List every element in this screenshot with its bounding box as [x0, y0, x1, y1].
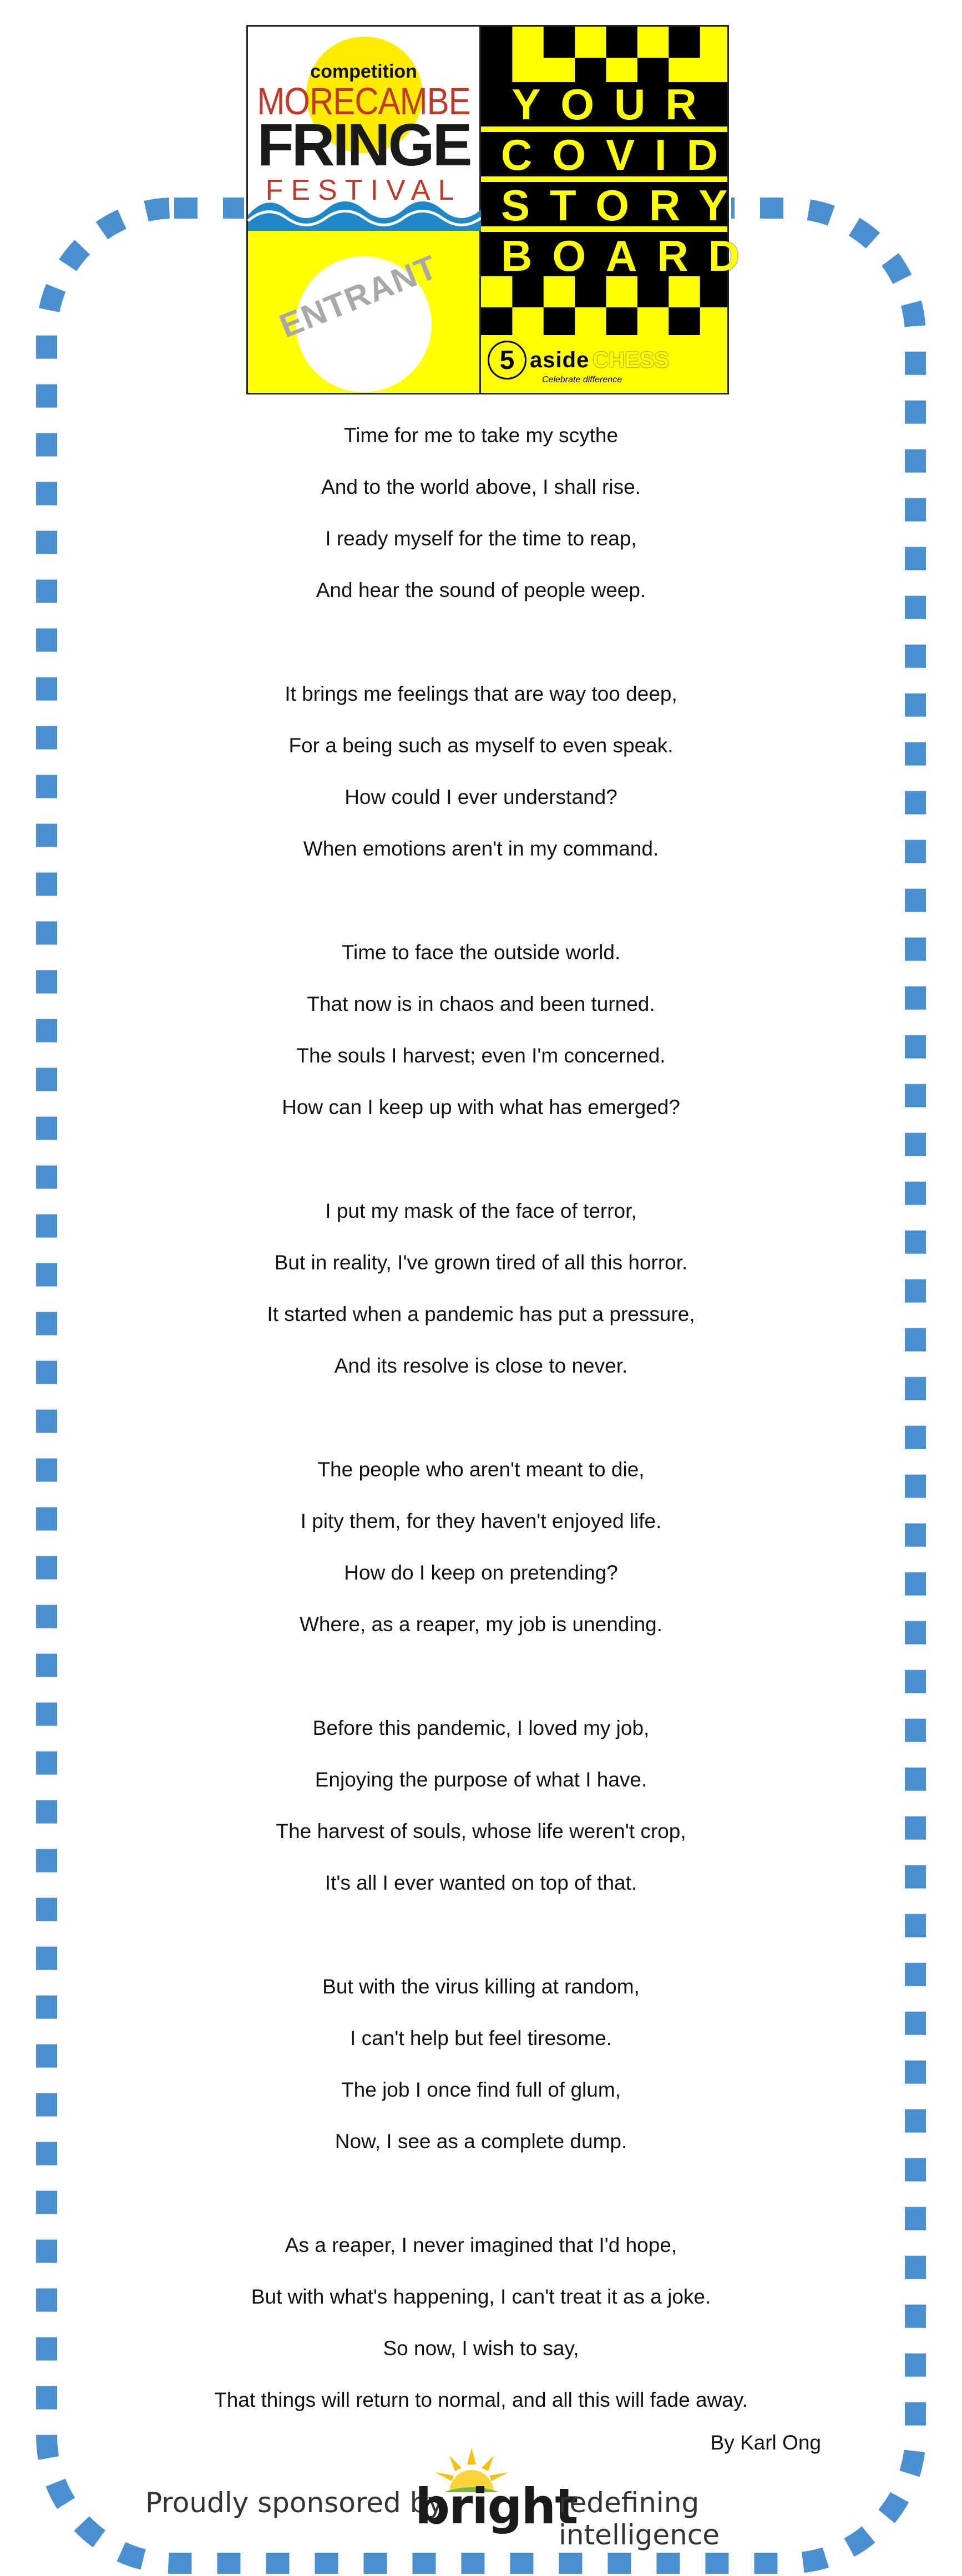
covid-label: COVID	[501, 130, 738, 179]
poem-line: That now is in chaos and been turned.	[307, 993, 655, 1015]
poem-line: How can I keep up with what has emerged?	[282, 1096, 680, 1119]
stanza	[89, 680, 873, 887]
poem-line: Time for me to take my scythe	[343, 424, 619, 447]
poem	[89, 422, 873, 2490]
stanza	[89, 1456, 873, 1662]
poem-line: For a being such as myself to even speak.	[288, 734, 674, 757]
covid-storyboard-panel	[481, 27, 760, 393]
poem-line: And its resolve is close to never.	[334, 1354, 628, 1377]
bright-logo-text: bright	[415, 2478, 578, 2535]
entrant-label: ENTRANT	[274, 247, 443, 345]
poem-line: How could I ever understand?	[345, 786, 617, 808]
poem-line: Before this pandemic, I loved my job,	[312, 1717, 650, 1739]
poem-line: It brings me feelings that are way too deep,	[285, 682, 677, 705]
stanza	[89, 1973, 873, 2179]
stanza	[89, 422, 873, 628]
waves-icon	[248, 188, 481, 231]
morecambe-label: MORECAMBE	[257, 79, 470, 123]
poem-line: The job I once find full of glum,	[341, 2078, 621, 2101]
fringe-label: FRINGE	[257, 111, 470, 178]
poem-line: The harvest of souls, whose life weren't crop,	[276, 1820, 686, 1843]
your-label: YOUR	[512, 80, 717, 129]
poem-line: I pity them, for they haven't enjoyed life.	[300, 1510, 662, 1532]
sponsor-prefix: Proudly sponsored by	[145, 2487, 444, 2519]
stanza	[89, 939, 873, 1145]
5asidechess-logo	[488, 341, 669, 379]
poem-line: The people who aren't meant to die,	[317, 1458, 645, 1481]
poem-line: The souls I harvest; even I'm concerned.	[296, 1044, 666, 1067]
chess-aside-label: aside	[530, 347, 590, 372]
poem-line: That things will return to normal, and all this will fade away.	[214, 2388, 748, 2411]
poem-line: I can't help but feel tiresome.	[350, 2027, 612, 2049]
board-label: BOARD	[501, 231, 760, 280]
festival-label: FESTIVAL	[265, 174, 462, 206]
poem-line: As a reaper, I never imagined that I'd hope,	[285, 2234, 677, 2256]
chess-word-label: CHESS	[593, 347, 670, 372]
poem-line: I put my mask of the face of terror,	[325, 1200, 637, 1222]
poem-line: But in reality, I've grown tired of all this horror.	[274, 1251, 688, 1274]
poem-line: How do I keep on pretending?	[344, 1561, 618, 1584]
poem-line: It started when a pandemic has put a pressure,	[267, 1303, 695, 1325]
poem-line: Where, as a reaper, my job is unending.	[299, 1613, 663, 1636]
author-credit: By Karl Ong	[710, 2431, 821, 2454]
story-label: STORY	[501, 181, 748, 230]
sponsor-banner	[145, 2448, 828, 2551]
chess-tagline: Celebrate difference	[542, 375, 622, 384]
poem-line: When emotions aren't in my command.	[303, 837, 659, 860]
stanza	[89, 2231, 873, 2438]
poem-line: I ready myself for the time to reap,	[325, 527, 637, 550]
poem-line: So now, I wish to say,	[383, 2337, 579, 2360]
poem-line: But with the virus killing at random,	[322, 1975, 640, 1998]
competition-label: competition	[310, 61, 417, 82]
fringe-festival-logo	[248, 27, 481, 231]
poem-line: Enjoying the purpose of what I have.	[315, 1768, 647, 1791]
poem-line: And to the world above, I shall rise.	[321, 475, 641, 498]
entrant-badge	[248, 231, 481, 393]
stanza	[89, 1197, 873, 1404]
poem-line: It's all I ever wanted on top of that.	[325, 1871, 637, 1894]
poem-line: And hear the sound of people weep.	[316, 579, 646, 601]
competition-logo	[246, 25, 760, 394]
poem-line: But with what's happening, I can't treat it as a joke.	[251, 2285, 711, 2308]
sponsor-slogan: redefining intelligence	[559, 2487, 720, 2551]
poem-line: Time to face the outside world.	[341, 941, 621, 964]
stanza	[89, 1714, 873, 1921]
chess-number-badge: 5	[488, 341, 526, 379]
poem-line: Now, I see as a complete dump.	[335, 2130, 627, 2153]
